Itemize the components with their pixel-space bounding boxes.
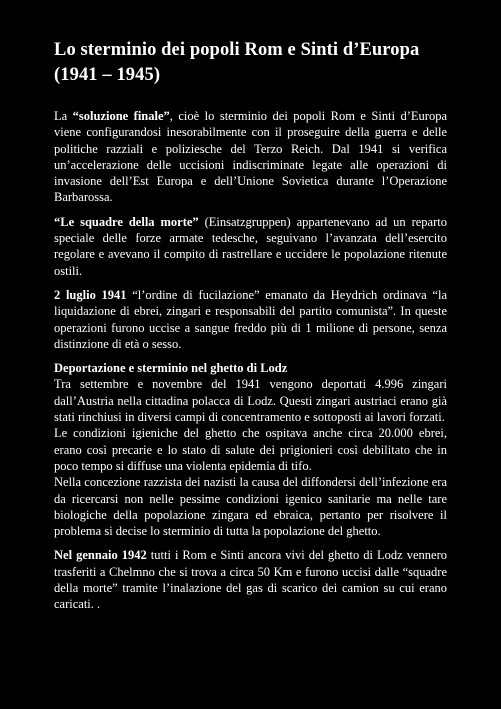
paragraph-text: tutti i Rom e Sinti ancora vivi del ghetto di Lodz vennero trasferiti a Chelmno che si trova a circa 50 Km e furono uccisi dalle “squadre della morte” tramite l’inalazione del gas di scarico dei camion su cui erano caricati. . [54, 548, 447, 612]
paragraph-squadre-della-morte [54, 214, 447, 279]
section-paragraph: Le condizioni igieniche del ghetto che ospitava anche circa 20.000 ebrei, erano così precarie e lo stato di salute dei prigionieri così debilitato che in poco tempo si diffuse una violenta epidemia di tifo. [54, 426, 447, 473]
paragraph-lead-bold: “soluzione finale” [72, 109, 170, 123]
paragraph-soluzione-finale [54, 108, 447, 206]
paragraph-gennaio-1942 [54, 547, 447, 612]
paragraph-2-luglio-1941 [54, 287, 447, 352]
paragraph-lead-bold: Nel gennaio 1942 [54, 548, 147, 563]
paragraph-lead-bold: “Le squadre della morte” [54, 214, 199, 229]
section-ghetto-lodz [54, 360, 447, 539]
section-paragraph: Tra settembre e novembre del 1941 vengono deportati 4.996 zingari dall’Austria nella cittadina polacca di Lodz. Questi zingari austriaci erano già stati rinchiusi in diversi campi di concentramento e sottoposti ai lavori forzati. [54, 377, 447, 425]
paragraph-text: , cioè lo sterminio dei popoli Rom e Sinti d’Europa viene configurandosi inesorabilmente con il proseguire della guerra e delle politiche razziali e poliziesche del Terzo Reich. Dal 1941 si verifica un’accelerazione delle uccisioni indiscriminate legate alle operazioni di invasione dell’Est Europa e dell’Unione Sovietica durante l’Operazione Barbarossa. [54, 109, 448, 205]
paragraph-text: “l’ordine di fucilazione” emanato da Heydrich ordinava “la liquidazione di ebrei, zingari e responsabili del partito comunista”. In queste operazioni furono uccise a sangue freddo più di 1 milione di persone, senza distinzione di età o sesso. [54, 287, 447, 351]
paragraph-text: (Einsatzgruppen) appartenevano ad un reparto speciale delle forze armate tedesche, seguivano l’avanzata dell’esercito regolare e avevano il compito di rastrellare e uccidere le popolazione ritenute ostili. [54, 214, 447, 278]
section-paragraph: Nella concezione razzista dei nazisti la causa del diffondersi dell’infezione era da ricercarsi non nelle pessime condizioni igenico sanitarie ma nelle tare biologiche della popolazione zingara ed ebraica, pertanto per risolvere il problema si decise lo sterminio di tutta la popolazione del ghetto. [54, 475, 447, 539]
document-page [54, 38, 447, 621]
paragraph-lead-pre: La [54, 109, 73, 123]
section-heading: Deportazione e sterminio nel ghetto di Lodz [54, 361, 288, 376]
page-title: Lo sterminio dei popoli Rom e Sinti d’Europa (1941 – 1945) [54, 40, 420, 85]
paragraph-lead-bold: 2 luglio 1941 [54, 287, 127, 302]
